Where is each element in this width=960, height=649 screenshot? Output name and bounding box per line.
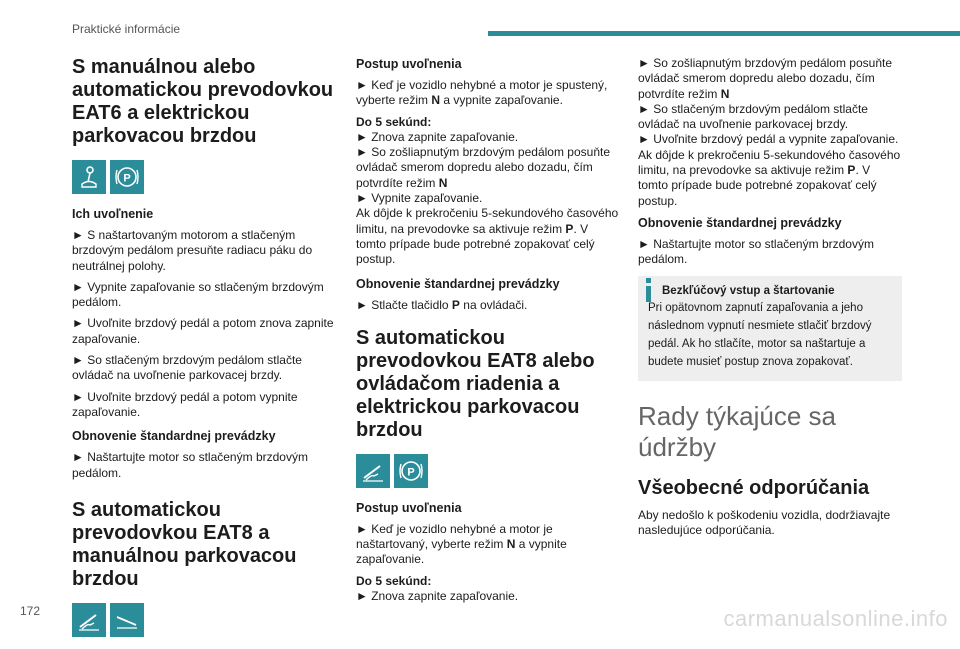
icon-row-eat8-manual <box>72 603 336 637</box>
page-number: 172 <box>20 604 41 618</box>
column-left <box>72 56 336 649</box>
hand-brake-icon <box>356 454 390 488</box>
subheading-release-procedure: Postup uvoľnenia <box>356 500 462 515</box>
header-accent-bar <box>488 31 960 36</box>
section-header: Praktické informácie <box>72 22 181 36</box>
column-right <box>638 56 902 544</box>
step: ► Keď je vozidlo nehybné a motor je naštartovaný, vyberte režim N a vypnite zapaľovanie. <box>356 521 567 567</box>
step: ► Uvoľnite brzdový pedál a potom znova zapnite zapaľovanie. <box>72 316 334 346</box>
icon-row-eat8-electric <box>356 454 620 488</box>
parking-brake-icon <box>110 160 144 194</box>
parking-brake-icon <box>394 454 428 488</box>
step: ► Vypnite zapaľovanie so stlačeným brzdovým pedálom. <box>72 279 324 310</box>
info-title: Bezkľúčový vstup a štartovanie <box>662 284 835 297</box>
note: Ak dôjde k prekročeniu 5-sekundového časového limitu, na prevodovke sa aktivuje režim P. V tomto prípade bude potrebné zopakovať celý postup. <box>356 206 619 267</box>
section-title-eat8-manual: S automatickou prevodovkou EAT8 a manuálnou parkovacou brzdou <box>72 498 297 590</box>
paragraph: Aby nedošlo k poškodeniu vozidla, dodržiavajte nasledujúce odporúčania. <box>638 507 891 538</box>
step: ► Znova zapnite zapaľovanie. <box>356 589 519 604</box>
subheading-restore: Obnovenie štandardnej prevádzky <box>638 215 842 230</box>
step: ► So stlačeným brzdovým pedálom stlačte ovládač na uvoľnenie parkovacej brzdy. <box>72 353 302 383</box>
hand-brake-icon <box>72 603 106 637</box>
step: ► Naštartujte motor so stlačeným brzdovým pedálom. <box>72 450 308 480</box>
info-text: Pri opätovnom zapnutí zapaľovania a jeho následnom vypnutí nesmiete stlačiť brzdový pedál. Ak ho stlačíte, motor sa naštartuje a budete musieť postup znova zopakovať. <box>648 301 872 368</box>
info-box <box>638 276 902 381</box>
subheading-release: Ich uvoľnenie <box>72 207 154 221</box>
step: ► Vypnite zapaľovanie. <box>356 191 483 206</box>
section-title-eat8-electric: S automatickou prevodovkou EAT8 alebo ovládačom riadenia a elektrickou parkovacou brzdou <box>356 326 595 441</box>
step: ► Znova zapnite zapaľovanie. <box>356 129 519 144</box>
step: ► So zošliapnutým brzdovým pedálom posuňte ovládač smerom dopredu alebo dozadu, čím potvrdíte režim N <box>638 56 893 101</box>
step: ► Keď je vozidlo nehybné a motor je spustený, vyberte režim N a vypnite zapaľovanie. <box>356 78 608 108</box>
note: Ak dôjde k prekročeniu 5-sekundového časového limitu, na prevodovke sa aktivuje režim P. V tomto prípade bude potrebné zopakovať celý postup. <box>638 147 901 208</box>
step: ► Stlačte tlačidlo P na ovládači. <box>356 297 528 312</box>
icon-row-eat6 <box>72 160 336 194</box>
step: ► So zošliapnutým brzdovým pedálom posuňte ovládač smerom dopredu alebo dozadu, čím potvrdíte režim N <box>356 145 611 190</box>
step: ► Uvoľnite brzdový pedál a potom vypnite zapaľovanie. <box>72 389 298 419</box>
subheading-restore: Obnovenie štandardnej prevádzky <box>356 276 560 291</box>
svg-text:P: P <box>123 172 131 185</box>
step: ► S naštartovaným motorom a stlačeným brzdovým pedálom presuňte radiacu páku do neutrálnej polohy. <box>72 228 313 273</box>
watermark: carmanualsonline.info <box>723 606 948 631</box>
within-label: Do 5 sekúnd: <box>356 573 432 588</box>
hand-lever-icon <box>110 603 144 637</box>
step: ► So stlačeným brzdovým pedálom stlačte ovládač na uvoľnenie parkovacej brzdy. <box>638 101 868 132</box>
chapter-title: Rady týkajúce sa údržby <box>638 400 836 462</box>
gear-lever-icon <box>72 160 106 194</box>
subheading-release-procedure: Postup uvoľnenia <box>356 57 462 71</box>
step: ► Uvoľnite brzdový pedál a vypnite zapaľovanie. <box>638 132 899 147</box>
column-middle <box>356 56 620 604</box>
section-title-eat6: S manuálnou alebo automatickou prevodovkou EAT6 a elektrickou parkovacou brzdou <box>72 56 334 147</box>
within-label: Do 5 sekúnd: <box>356 114 432 129</box>
step: ► Naštartujte motor so stlačeným brzdovým pedálom. <box>638 236 874 267</box>
info-icon <box>646 278 651 283</box>
subheading-restore: Obnovenie štandardnej prevádzky <box>72 429 276 444</box>
svg-text:P: P <box>407 466 415 479</box>
section-title-general: Všeobecné odporúčania <box>638 476 870 499</box>
